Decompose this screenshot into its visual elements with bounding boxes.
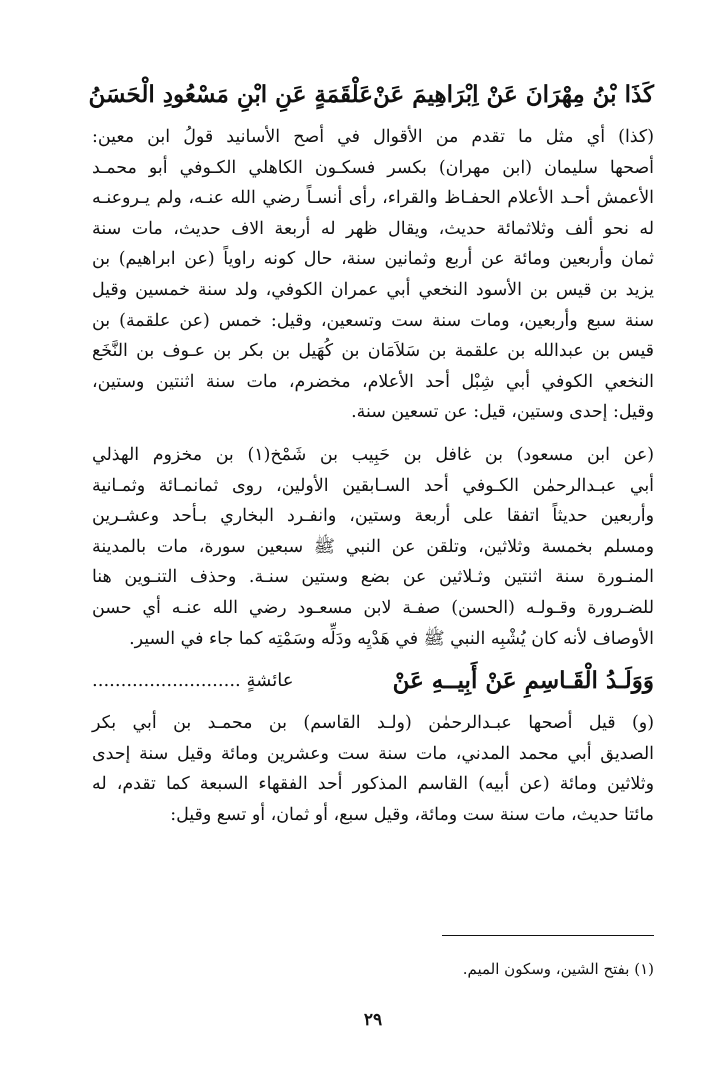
paragraph-line: أصحها سليمان (ابن مهران) بكسر فسكـون الكاهلي الكـوفي أبو محمـد — [92, 157, 654, 178]
paragraph-line: (كذا) أي مثل ما تقدم من الأقوال في أصح الأسانيد قولُ ابن معين: — [92, 127, 654, 147]
paragraph-line: للضـرورة وقـولـه (الحسن) صفـة لابن مسعـود رضي الله عنـه أي حسن — [92, 597, 654, 618]
paragraph-line: أبي عبـدالرحمٰن الكـوفي أحد السـابقين الأولين، روى ثمانمـائة وثمـانية — [92, 475, 654, 496]
verse-1-right-hemistich: كَذَا بْنُ مِهْرَانَ عَنْ اِبْرَاهِيمَ عَنْ — [373, 81, 654, 108]
footnote-divider — [442, 935, 654, 936]
paragraph-line: (عن ابن مسعود) بن غافل بن حَبِيب بن شَمْخ(١) بن مخزوم الهذلي — [92, 444, 654, 465]
paragraph-line: وقيل: إحدى وستين، قيل: عن تسعين سنة. — [351, 402, 654, 423]
paragraph-line: الأعمش أحـد الأعلام الحفـاظ والقراء، رأى أنسـاً رضي الله عنـه، ولم يـروعنـه — [92, 188, 654, 209]
paragraph-line: ثمان وأربعين ومائة عن أربع وثمانين سنة، حال كونه راوياً (عن ابراهيم) بن — [92, 249, 654, 270]
paragraph-line: قيس بن عبدالله بن علقمة بن سَلاَمَان بن كُهَيل بن بكر بن عـوف بن النَّخَع — [92, 341, 654, 362]
paragraph-line: سنة سبع وأربعين، ومات سنة ست وتسعين، وقيل: خمس (عن علقمة) بن — [92, 310, 654, 331]
paragraph-line: (و) قيل أصحها عبـدالرحمٰن (ولـد القاسم) بن محمـد بن أبي بكر — [92, 713, 654, 734]
page-body — [88, 78, 654, 1030]
verse-1-left-hemistich: عَلْقَمَةٍ عَنِ ابْنِ مَسْعُودِ الْحَسَنُ — [88, 81, 374, 108]
paragraph-line: يزيد بن قيس بن الأسود النخعي أبي عمران الكوفي، ولد سنة خمسين وقيل — [92, 279, 654, 300]
commentary-paragraph-1 — [92, 122, 654, 428]
commentary-paragraph-3 — [92, 708, 654, 830]
paragraph-line: وثلاثين ومائة (عن أبيه) القاسم المذكور أحد الفقهاء السبعة كما تقدم، له — [92, 774, 654, 795]
paragraph-line: الصديق أبي محمد المدني، مات سنة ست وعشرين ومائة وقيل سنة إحدى — [92, 743, 654, 764]
page-number: ٢٩ — [363, 1010, 383, 1030]
paragraph-line: ومسلم بخمسة وثلاثين، وتلقن عن النبي ﷺ سبعين سورة، مات بالمدينة — [92, 536, 654, 557]
verse-2-right-hemistich: وَوَلَـدُ الْقَـاسِمِ عَنْ أَبِيــهِ عَنْ — [392, 667, 654, 695]
verse-line-2 — [92, 664, 654, 698]
paragraph-line: النخعي الكوفي أبي شِبْل أحد الأعلام، مخضرم، مات سنة اثنتين وستين، — [92, 371, 654, 392]
footnote: (١) بفتح الشين، وسكون الميم. — [462, 960, 654, 978]
paragraph-line: وأربعين حديثاً اتفقا على أربعة وستين، وانفـرد البخاري بـأحد وعشـرين — [92, 506, 654, 527]
commentary-paragraph-2 — [92, 440, 654, 654]
paragraph-line: له نحو ألف وثلاثمائة حديث، ويقال ظهر له أربعة الاف حديث، مات سنة — [92, 218, 654, 239]
paragraph-line: المنـورة سنة اثنتين وثـلاثين عن بضع وستين سنـة. وحذف التنـوين هنا — [92, 567, 654, 588]
verse-line-1 — [88, 78, 654, 112]
paragraph-line: الأوصاف لأنه كان يُشْبِه النبي ﷺ في هَدْيِه ودَلِّه وسَمْتِه كما جاء في السير. — [129, 628, 654, 649]
verse-2-left-hemistich: عائشةٍ .......................... — [92, 670, 294, 692]
paragraph-line: مائتا حديث، مات سنة ست ومائة، وقيل سبع، أو ثمان، أو تسع وقيل: — [170, 804, 654, 825]
